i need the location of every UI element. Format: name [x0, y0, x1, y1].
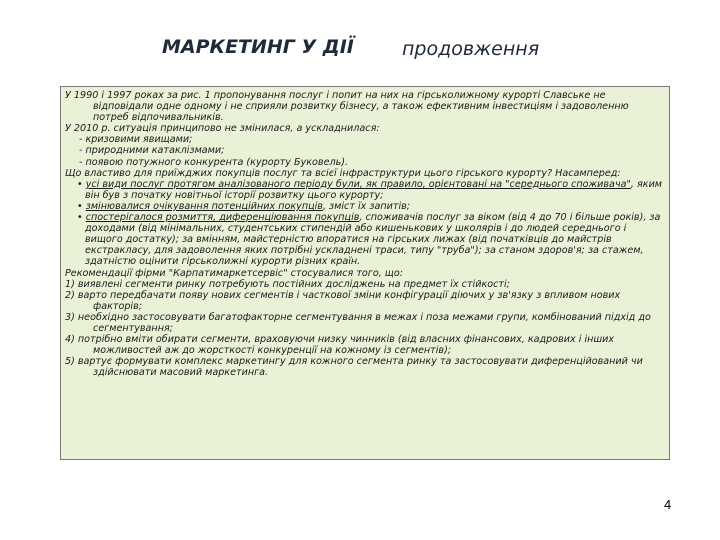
list-item-disasters: - природними катаклізмами; — [79, 145, 225, 157]
bullet-1: • усі види послуг протягом аналізованого періоду були, як правило, орієнтовані на "середнього споживача", яким він був з початку новітньої історії розвитку цього курорту; — [77, 178, 663, 201]
bullet-1-rest: , яким він був з початку новітньої історії розвитку цього курорту; — [85, 178, 663, 201]
recommendation-3: 3) необхідно застосовувати багатофакторне сегментування в межах і поза межами групи, комбінований підхід до сегментування; — [65, 311, 651, 334]
list-item-competitor: - появою потужного конкурента (курорту Буковель). — [79, 156, 349, 168]
title-main: МАРКЕТИНГ У ДІЇ — [162, 36, 354, 58]
title-continuation: продовження — [402, 38, 540, 60]
recommendation-5: 5) вартує формувати комплекс маркетингу для кожного сегмента ринку та застосовувати диференційований чи здійснювати масовий маркетинга. — [65, 356, 643, 379]
recommendation-4: 4) потрібно вміти обирати сегменти, враховуючи низку чинників (від власних фінансових, кадрових і інших можливостей аж до жорсткості конкуренції на кожному із сегментів); — [65, 334, 615, 357]
recommendation-2: 2) варто передбачати появу нових сегментів і часткової зміни конфігурації діючих у зв'язку з впливом нових факторів; — [65, 289, 621, 312]
slide-title — [0, 30, 720, 70]
list-item-crisis: - кризовими явищами; — [79, 134, 193, 146]
bullet-2-underlined: змінювалися очікування потенційних покупців — [85, 200, 323, 212]
bullet-1-underlined: усі види послуг протягом аналізованого періоду були, як правило, орієнтовані на "середнього споживача" — [85, 178, 631, 190]
content-box — [60, 86, 670, 460]
paragraph-question: Що властиво для приїжджих покупців послуг та всієї інфраструктури цього гірського курорту? Насамперед: — [65, 167, 621, 179]
bullet-3-underlined: спостерігалося розмиття, диференціювання покупців — [85, 212, 360, 224]
paragraph-1: У 1990 і 1997 роках за рис. 1 пропонування послуг і попит на них на гірськолижному курорті Славське не відповідали одне одному і не сприяли розвитку бізнесу, а також ефективним інвестиціям і задоволенню потреб відпочивальників. — [65, 90, 629, 124]
bullet-3-rest: , споживачів послуг за віком (від 4 до 70 і більше років), за доходами (від мінімальних, студентських стипендій або кишенькових у школярів і до людей середнього і вищого достатку); за вмінням, майстерністю впоратися на гірських лижах (від початківців до майстрів екстракласу, для задоволення яких потрібні ускладнені траси, типу "труба"); за станом здоров'я; за стажем, здатністю оцінити гірськолижні курорти різних країн. — [85, 212, 661, 268]
paragraph-recommendations: Рекомендації фірми "Карпатимаркетсервіс" стосувалися того, що: — [65, 267, 403, 279]
bullet-2-rest: , зміст їх запитів; — [322, 200, 410, 212]
bullet-2: • змінювалися очікування потенційних покупців, зміст їх запитів; — [77, 200, 410, 212]
bullet-3: • спостерігалося розмиття, диференціювання покупців, споживачів послуг за віком (від 4 до 70 і більше років), за доходами (від мінімальних, студентських стипендій або кишенькових у школярів і до людей середнього і вищого достатку); за вмінням, майстерністю впоратися на гірських лижах (від початківців до майстрів екстракласу, для задоволення яких потрібні ускладнені траси, типу "труба"); за станом здоров'я; за стажем, здатністю оцінити гірськолижні курорти різних країн. — [77, 212, 661, 268]
paragraph-2: У 2010 р. ситуація принципово не змінилася, а ускладнилася: — [65, 123, 380, 135]
page-number: 4 — [664, 497, 672, 512]
recommendation-1: 1) виявлені сегменти ринку потребують постійних досліджень на предмет їх стійкості; — [65, 278, 510, 290]
